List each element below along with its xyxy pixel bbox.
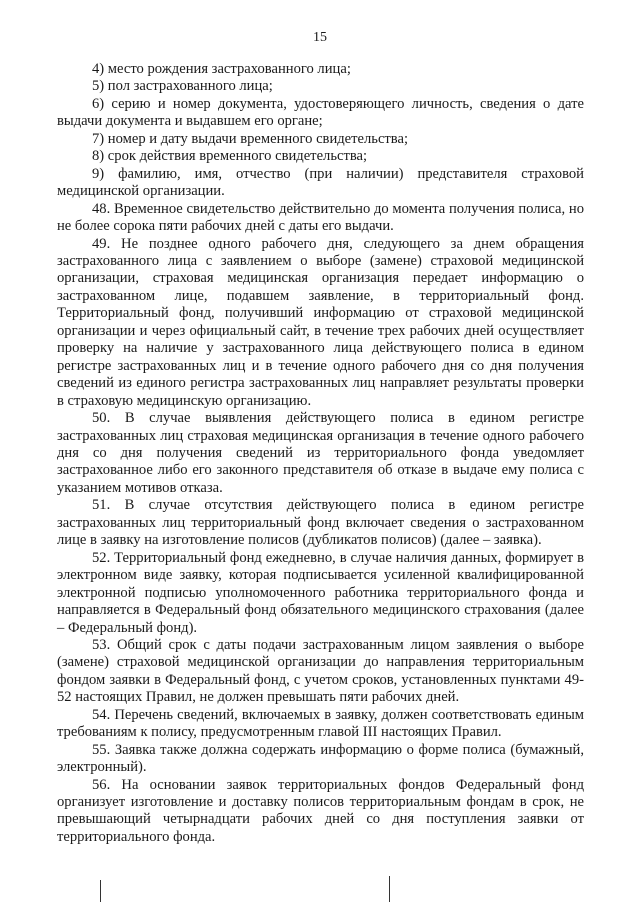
paragraph-50: 50. В случае выявления действующего полиса в едином регистре застрахованных лиц страховая медицинская организация в течение одного рабочего дня со дня получения сведений из территориального фонда уведомляет застрахованное либо его законного представителя об отказе в выдаче ему полиса с указанием мотивов отказа. [57, 410, 584, 496]
paragraph: 7) номер и дату выдачи временного свидетельства; [92, 130, 409, 147]
paragraph-52: 52. Территориальный фонд ежедневно, в случае наличия данных, формирует в электронном виде заявку, которая подписывается усиленной квалифицированной электронной подписью уполномоченного работника территориального фонда и направляется в Федеральный фонд обязательного медицинского страхования (далее – Федеральный фонд). [57, 549, 584, 636]
paragraph: 9) фамилию, имя, отчество (при наличии) представителя страховой медицинской организации. [57, 165, 584, 200]
scan-mark-left [100, 880, 101, 902]
scan-mark-right [389, 876, 390, 902]
page-number: 15 [313, 30, 327, 45]
paragraph-54: 54. Перечень сведений, включаемых в заявку, должен соответствовать единым требованиям к полису, предусмотренным главой III настоящих Правил. [57, 706, 584, 741]
document-body [57, 61, 584, 846]
paragraph: 6) серию и номер документа, удостоверяющего личность, сведения о дате выдачи документа и выдавшем его органе; [57, 95, 584, 130]
paragraph: 5) пол застрахованного лица; [92, 78, 273, 95]
paragraph: 4) место рождения застрахованного лица; [92, 61, 351, 77]
paragraph: 8) срок действия временного свидетельства; [92, 148, 368, 165]
paragraph-51: 51. В случае отсутствия действующего полиса в едином регистре застрахованных лиц территориальный фонд включает сведения о застрахованном лице в заявку на изготовление полисов (дубликатов полисов) (далее – заявка). [57, 497, 584, 549]
paragraph-48: 48. Временное свидетельство действительно до момента получения полиса, но не более сорока пяти рабочих дней с даты его выдачи. [57, 200, 584, 235]
paragraph-53: 53. Общий срок с даты подачи застрахованным лицом заявления о выборе (замене) страховой медицинской организации до направления территориальным фондом заявки в Федеральный фонд, с учетом сроков, установленных пунктами 49-52 настоящих Правил, не должен превышать пяти рабочих дней. [57, 636, 584, 706]
paragraph-56: 56. На основании заявок территориальных фондов Федеральный фонд организует изготовление и доставку полисов территориальным фондам в срок, не превышающий четырнадцати рабочих дней со дня поступления заявки от территориального фонда. [57, 776, 584, 845]
paragraph-55: 55. Заявка также должна содержать информацию о форме полиса (бумажный, электронный). [57, 741, 584, 776]
paragraph-49: 49. Не позднее одного рабочего дня, следующего за днем обращения застрахованного лица с заявлением о выборе (замене) страховой медицинской организации, страховая медицинская организация передает информацию о застрахованном лице, подавшем заявление, в территориальный фонд. Территориальный фонд, получивший информацию от страховой медицинской организации и через официальный сайт, в течение трех рабочих дней осуществляет проверку на наличие у застрахованного лица действующего полиса в едином регистре застрахованных лиц и в течение одного рабочего дня со дня получения сведений из единого регистра застрахованных лиц направляет результаты проверки в страховую медицинскую организацию. [57, 235, 584, 409]
